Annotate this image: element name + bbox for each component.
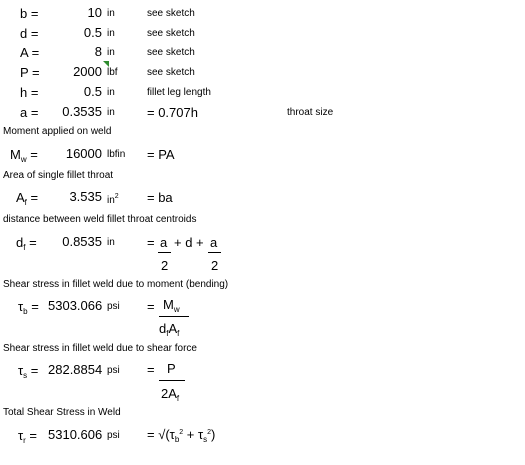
formula-moment[interactable]: = PA [147,147,175,162]
unit-a[interactable]: in [107,107,115,118]
fraction-bar [159,316,189,317]
formula-distance-den1[interactable]: 2 [161,258,169,273]
formula-a[interactable]: = 0.707h [147,105,198,120]
label-p[interactable]: P = [20,65,40,80]
formula-bending-equals[interactable]: = [147,299,155,314]
label-bending[interactable]: $\tau_b$ = [18,299,39,316]
heading-bending[interactable]: Shear stress in fillet weld due to moment (bending) [3,279,229,290]
note-p[interactable]: see sketch [147,67,195,78]
value-shear[interactable]: 282.8854 [48,362,103,377]
formula-distance-den2[interactable]: 2 [211,258,219,273]
heading-total[interactable]: Total Shear Stress in Weld [3,407,121,418]
note-h[interactable]: fillet leg length [147,87,211,98]
label-d[interactable]: d = [20,26,39,41]
fraction-bar [208,252,221,253]
heading-distance[interactable]: distance between weld fillet throat centroids [3,214,197,225]
label-total[interactable]: $\tau_r$ = [18,428,38,445]
formula-bending-num[interactable]: $M_w$ [163,297,180,314]
note-a-upper[interactable]: see sketch [147,47,195,58]
value-a-upper[interactable]: 8 [94,44,102,59]
fraction-bar [158,252,171,253]
label-moment[interactable]: $M_w$ = [10,147,38,164]
fraction-bar [159,380,185,381]
label-distance[interactable]: $d_f$ = [16,235,37,252]
label-a-upper[interactable]: A = [20,45,40,60]
label-shear[interactable]: $\tau_s$ = [18,363,39,380]
unit-distance[interactable]: in [107,237,115,248]
note-b[interactable]: see sketch [147,8,195,19]
unit-shear[interactable]: psi [107,365,120,376]
value-h[interactable]: 0.5 [83,84,102,99]
unit-b[interactable]: in [107,8,115,19]
unit-moment[interactable]: lbfin [107,149,126,160]
formula-shear-num[interactable]: P [167,361,176,376]
note-d[interactable]: see sketch [147,28,195,39]
value-moment[interactable]: 16000 [65,146,102,161]
label-h[interactable]: h = [20,85,39,100]
formula-total[interactable]: = $√(\tau_b^2 + \tau_s^2)$ [147,427,216,444]
unit-area[interactable]: $in^2$ [107,193,119,206]
unit-d[interactable]: in [107,28,115,39]
formula-shear-equals[interactable]: = [147,362,155,377]
unit-bending[interactable]: psi [107,301,120,312]
label-a[interactable]: a = [20,105,39,120]
unit-h[interactable]: in [107,87,115,98]
unit-p[interactable]: lbf [107,67,118,78]
value-p[interactable]: 2000 [73,64,102,79]
value-b[interactable]: 10 [87,5,102,20]
formula-area[interactable]: = ba [147,190,173,205]
heading-area[interactable]: Area of single fillet throat [3,170,114,181]
heading-moment[interactable]: Moment applied on weld [3,126,112,137]
value-area[interactable]: 3.535 [69,189,102,204]
formula-distance-plus-d[interactable]: + d + [174,235,204,250]
formula-distance-equals[interactable]: = [147,235,155,250]
label-area[interactable]: $A_f$ = [16,190,39,207]
formula-distance-num2[interactable]: a [210,235,218,250]
value-total[interactable]: 5310.606 [48,427,103,442]
value-a[interactable]: 0.3535 [62,104,102,119]
unit-a-upper[interactable]: in [107,47,115,58]
value-d[interactable]: 0.5 [83,25,102,40]
unit-total[interactable]: psi [107,430,120,441]
label-b[interactable]: b = [20,6,39,21]
formula-bending-den[interactable]: $d_fA_f$ [159,321,180,338]
heading-shear[interactable]: Shear stress in fillet weld due to shear force [3,343,197,354]
formula-shear-den[interactable]: $2A_f$ [161,386,180,403]
formula-distance-num1[interactable]: a [160,235,168,250]
value-distance[interactable]: 0.8535 [62,234,102,249]
note-throat-size[interactable]: throat size [287,107,334,118]
value-bending[interactable]: 5303.066 [48,298,103,313]
